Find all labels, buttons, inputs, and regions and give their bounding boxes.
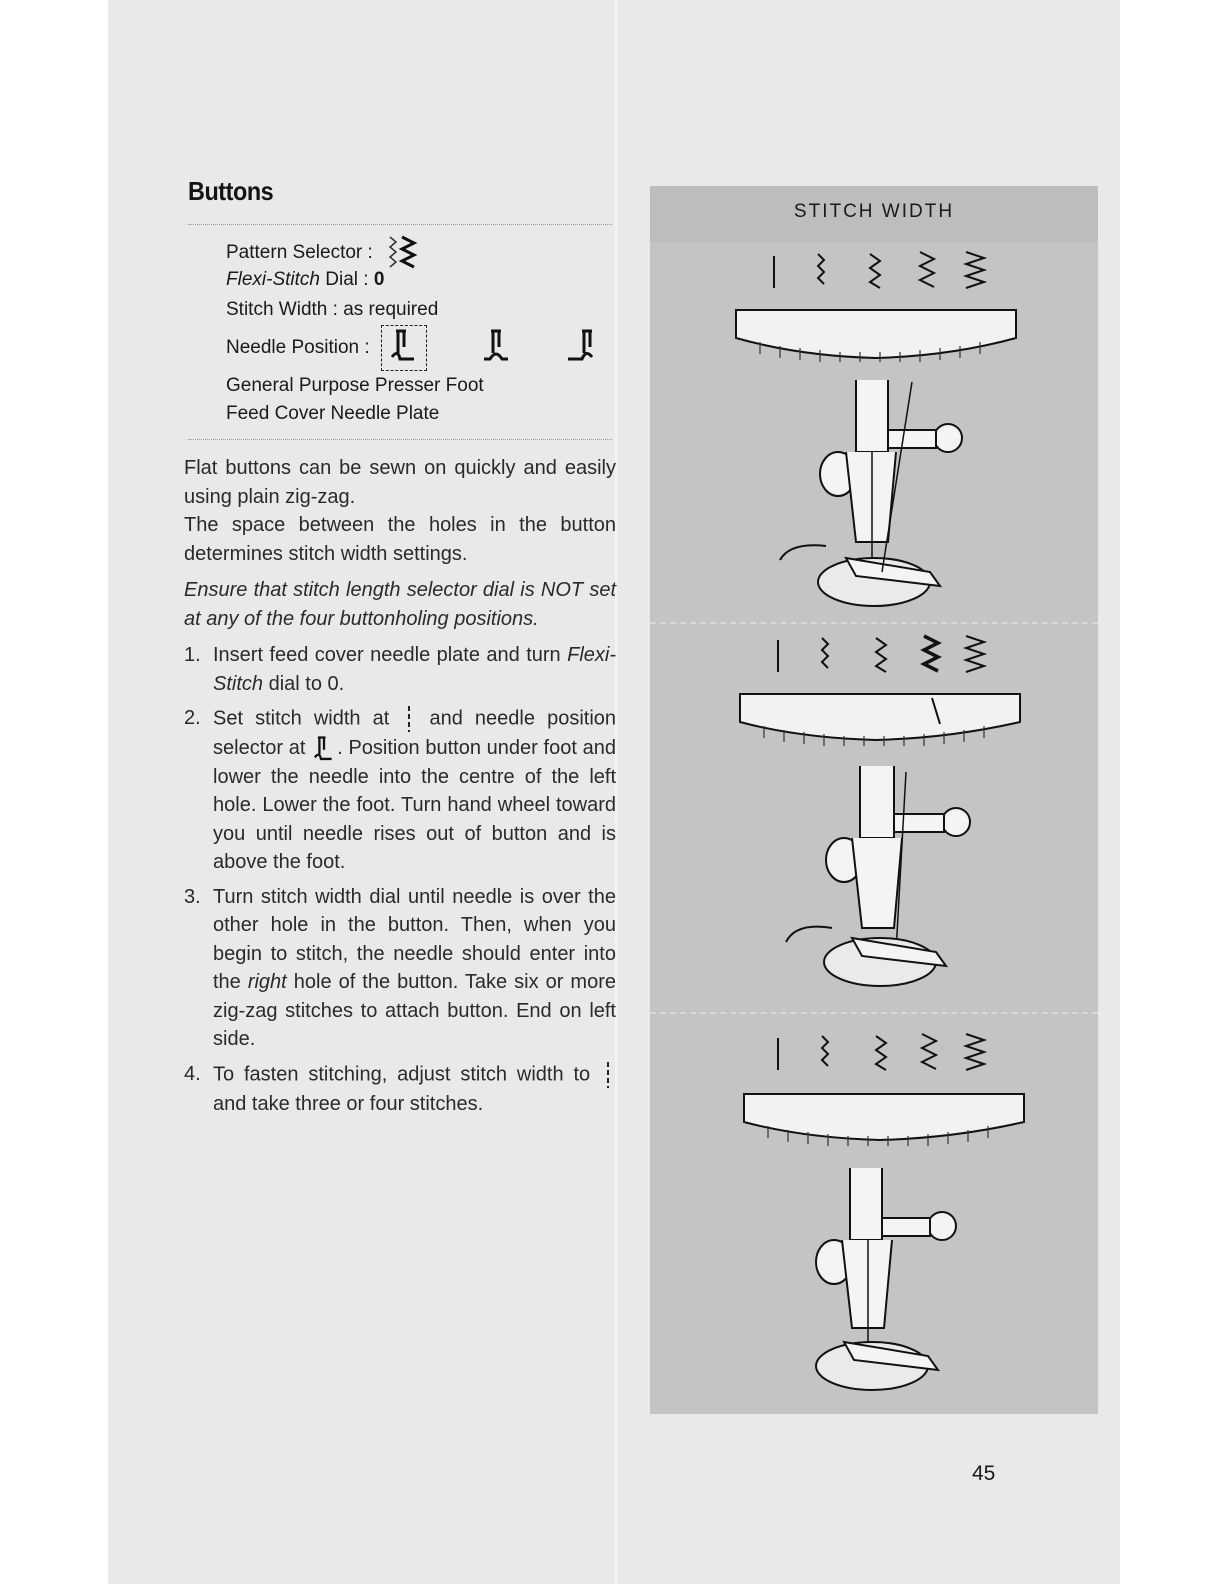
step-text: . Position button under foot and lower the needle into the centre of the left hole. Lower the foot. Turn hand wheel toward you until needle rises out of button and is above the foot.	[213, 737, 616, 873]
page-title: Buttons	[188, 176, 274, 206]
flexi-dial-label: Dial :	[319, 269, 369, 290]
illustration-left-hole	[650, 242, 1098, 622]
step-text: Insert feed cover needle plate and turn	[213, 644, 568, 666]
step-text: To fasten stitching, adjust stitch width to	[213, 1062, 600, 1085]
flexi-stitch-label: Flexi-Stitch	[226, 269, 320, 290]
stitch-width-panel	[650, 186, 1098, 1414]
pattern-selector-label: Pattern Selector :	[226, 242, 373, 264]
step-text: hole of the button. Take six or more zig-zag stitches to attach button. End on left side.	[213, 971, 617, 1050]
instructions	[184, 454, 616, 1124]
page-number: 45	[972, 1462, 996, 1485]
panel-separator	[650, 622, 1098, 624]
step-text-italic: Flexi-Stitch	[213, 644, 616, 695]
settings-box	[188, 224, 612, 440]
panel-title: STITCH WIDTH	[650, 186, 1098, 242]
steps-list	[184, 641, 616, 1118]
panel-separator	[650, 1012, 1098, 1014]
needle-left-icon	[388, 329, 420, 363]
illustration-fasten	[650, 1022, 1098, 1402]
illustration-right-hole	[650, 632, 1098, 1012]
needle-left-icon	[311, 736, 337, 762]
step-text: and take three or four stitches.	[213, 1092, 484, 1115]
step-text: Set stitch width at	[213, 707, 402, 730]
step-number: 3.	[184, 885, 201, 908]
flexi-stitch-setting	[226, 269, 384, 291]
straight-stitch-icon	[600, 1060, 616, 1090]
step-1	[184, 641, 616, 698]
step-2	[184, 704, 616, 877]
needle-plate-setting: Feed Cover Needle Plate	[226, 403, 440, 424]
step-number: 2.	[184, 707, 201, 729]
flexi-dial-value: 0	[373, 269, 385, 290]
needle-right-icon	[564, 329, 596, 363]
step-number: 4.	[184, 1062, 201, 1085]
presser-foot-setting: General Purpose Presser Foot	[226, 375, 484, 396]
step-text: dial to 0.	[263, 672, 345, 695]
step-3	[184, 883, 616, 1054]
intro-paragraph-2: The space between the holes in the button determines stitch width settings.	[184, 514, 616, 565]
needle-center-icon	[480, 329, 512, 363]
stitch-width-setting: Stitch Width : as required	[226, 299, 439, 320]
needle-position-label: Needle Position :	[226, 337, 370, 358]
step-text-italic: right	[247, 971, 287, 993]
zigzag-pattern-icon	[384, 233, 420, 273]
straight-stitch-icon	[401, 704, 417, 734]
step-number: 1.	[184, 644, 201, 666]
pattern-selector-setting	[226, 233, 420, 273]
warning-paragraph: Ensure that stitch length selector dial is NOT set at any of the four buttonholing positions.	[184, 579, 616, 630]
step-text: and needle position selector at	[213, 707, 617, 759]
step-4	[184, 1060, 616, 1119]
intro-paragraph-1: Flat buttons can be sewn on quickly and easily using plain zig-zag.	[184, 457, 616, 508]
step-text: Turn stitch width dial until needle is over the other hole in the button. Then, when you begin to stitch, the needle should enter into the	[213, 885, 616, 993]
